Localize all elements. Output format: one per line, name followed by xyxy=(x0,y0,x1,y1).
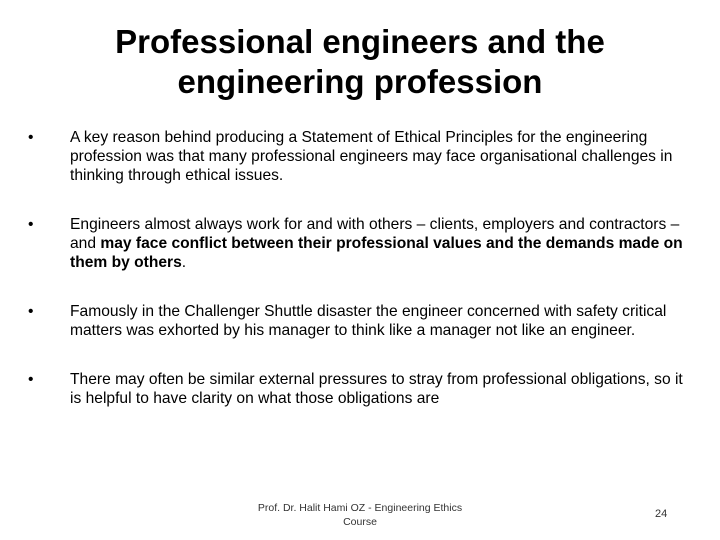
bullet-marker: • xyxy=(28,129,34,146)
bullet-list xyxy=(26,128,686,438)
bullet-text-1: A key reason behind producing a Statement of Ethical Principles for the engineering profession was that many professional engineers may face organisational challenges in thinking through ethical issues. xyxy=(70,129,673,184)
slide-title xyxy=(40,22,680,102)
bullet-item-2 xyxy=(26,215,686,272)
footer-text xyxy=(245,501,475,529)
bullet-item-3 xyxy=(26,302,686,340)
bullet-text-2-end: . xyxy=(181,254,187,271)
bullet-item-4 xyxy=(26,370,686,408)
slide-title-line-1: Professional engineers and the xyxy=(115,23,605,60)
footer-line-1: Prof. Dr. Halit Hami OZ - Engineering Ethics xyxy=(257,502,463,514)
footer-line-2: Course xyxy=(343,516,377,528)
bullet-text-3: Famously in the Challenger Shuttle disaster the engineer concerned with safety critical matters was exhorted by his manager to think like a manager not like an engineer. xyxy=(70,303,667,339)
bullet-item-1 xyxy=(26,128,686,185)
bullet-marker: • xyxy=(28,216,34,233)
bullet-marker: • xyxy=(28,371,34,388)
bullet-text-2-plain: Engineers almost always work for and with others – clients, employers and contractors – and xyxy=(70,216,680,252)
slide-title-line-2: engineering profession xyxy=(177,63,543,100)
bullet-text-4: There may often be similar external pressures to stray from professional obligations, so it is helpful to have clarity on what those obligations are xyxy=(70,371,683,407)
page-number: 24 xyxy=(655,508,668,520)
bullet-text-2 xyxy=(70,216,683,271)
bullet-marker: • xyxy=(28,303,34,320)
bullet-text-2-bold: may face conflict between their professional values and the demands made on them by others xyxy=(70,235,683,271)
